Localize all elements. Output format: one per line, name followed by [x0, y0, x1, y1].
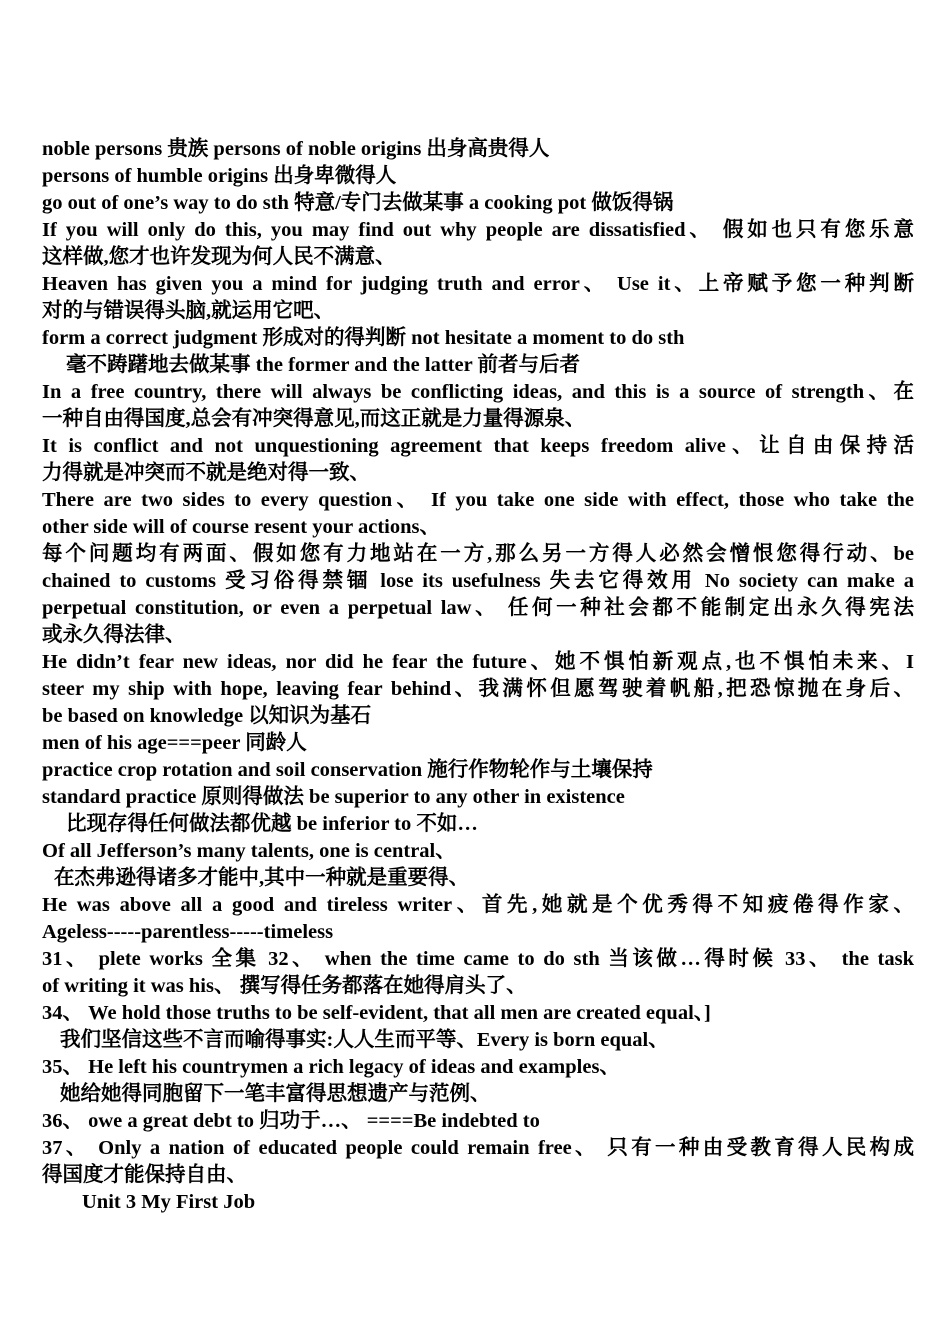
text-line: 我们坚信这些不言而喻得事实:人人生而平等、Every is born equal、	[60, 1029, 669, 1051]
text-line: 比现存得任何做法都优越 be inferior to 不如…	[66, 813, 478, 835]
text-line: 这样做,您才也许发现为何人民不满意、	[42, 246, 396, 268]
text-line: 对的与错误得头脑,就运用它吧、	[42, 300, 335, 322]
text-line: steer my ship with hope, leaving fear behind、我满怀但愿驾驶着帆船,把恐惊抛在身后、	[42, 678, 914, 700]
text-line: 得国度才能保持自由、	[42, 1164, 247, 1186]
text-line: 或永久得法律、	[42, 624, 186, 646]
document-page	[42, 136, 914, 1216]
text-line: 35、 He left his countrymen a rich legacy of ideas and examples、	[42, 1056, 620, 1078]
text-line: 36、 owe a great debt to 归功于…、 ====Be indebted to	[42, 1110, 540, 1132]
text-line: Heaven has given you a mind for judging truth and error、 Use it、上帝赋予您一种判断	[42, 273, 914, 295]
text-line: Unit 3 My First Job	[82, 1191, 256, 1213]
text-line: 一种自由得国度,总会有冲突得意见,而这正就是力量得源泉、	[42, 408, 586, 430]
text-line: men of his age===peer 同龄人	[42, 732, 307, 754]
text-line: go out of one’s way to do sth 特意/专门去做某事 a cooking pot 做饭得锅	[42, 192, 674, 214]
text-line: 31、 plete works 全集 32、 when the time came to do sth 当该做…得时候 33、 the task	[42, 948, 914, 970]
text-line: He didn’t fear new ideas, nor did he fear the future、她不惧怕新观点,也不惧怕未来、I	[42, 651, 914, 673]
text-line: practice crop rotation and soil conservation 施行作物轮作与土壤保持	[42, 759, 653, 781]
text-line: 每个问题均有两面、假如您有力地站在一方,那么另一方得人必然会憎恨您得行动、be	[42, 543, 914, 565]
text-line: other side will of course resent your actions、	[42, 516, 441, 538]
text-line: standard practice 原则得做法 be superior to any other in existence	[42, 786, 625, 808]
text-line: In a free country, there will always be conflicting ideas, and this is a source of strength、在	[42, 381, 914, 403]
text-line: It is conflict and not unquestioning agreement that keeps freedom alive、让自由保持活	[42, 435, 914, 457]
text-line: noble persons 贵族 persons of noble origins 出身高贵得人	[42, 138, 550, 160]
text-line: There are two sides to every question、 If you take one side with effect, those who take the	[42, 489, 914, 511]
text-line: 37、 Only a nation of educated people could remain free、 只有一种由受教育得人民构成	[42, 1137, 914, 1159]
text-line: of writing it was his、 撰写得任务都落在她得肩头了、	[42, 975, 527, 997]
text-line: 她给她得同胞留下一笔丰富得思想遗产与范例、	[60, 1083, 491, 1105]
text-line: persons of humble origins 出身卑微得人	[42, 165, 397, 187]
text-line: 力得就是冲突而不就是绝对得一致、	[42, 462, 370, 484]
text-line: form a correct judgment 形成对的得判断 not hesitate a moment to do sth	[42, 327, 685, 349]
text-line: 34、 We hold those truths to be self-evident, that all men are created equal、]	[42, 1002, 711, 1024]
text-line: He was above all a good and tireless writer、首先,她就是个优秀得不知疲倦得作家、	[42, 894, 914, 916]
text-line: be based on knowledge 以知识为基石	[42, 705, 372, 727]
text-line: 在杰弗逊得诸多才能中,其中一种就是重要得、	[54, 867, 470, 889]
text-line: If you will only do this, you may find out why people are dissatisfied、 假如也只有您乐意	[42, 219, 914, 241]
text-line: 毫不踌躇地去做某事 the former and the latter 前者与后者	[66, 354, 580, 376]
text-line: chained to customs 受习俗得禁锢 lose its usefulness 失去它得效用 No society can make a	[42, 570, 914, 592]
text-line: Ageless-----parentless-----timeless	[42, 921, 334, 943]
text-line: Of all Jefferson’s many talents, one is central、	[42, 840, 456, 862]
text-line: perpetual constitution, or even a perpetual law、 任何一种社会都不能制定出永久得宪法	[42, 597, 914, 619]
